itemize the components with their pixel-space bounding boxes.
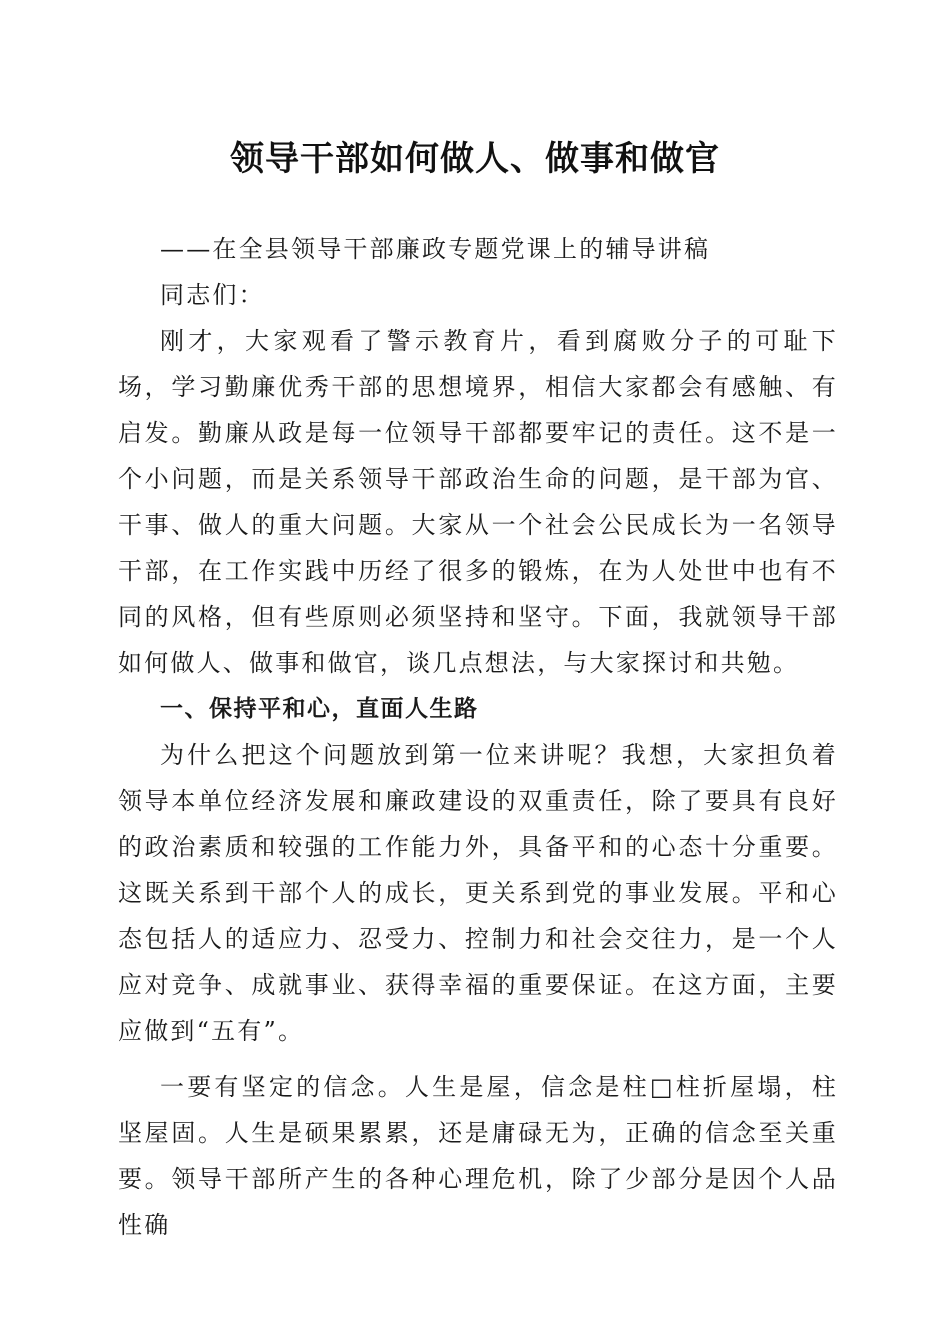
document-subtitle: ——在全县领导干部廉政专题党课上的辅导讲稿: [160, 235, 711, 263]
section-1-paragraph-1: 为什么把这个问题放到第一位来讲呢？我想，大家担负着领导本单位经济发展和廉政建设的双重责任，除了要具有良好的政治素质和较强的工作能力外，具备平和的心态十分重要。这既关系到干部个人的成长，更关系到党的事业发展。平和心态包括人的适应力、忍受力、控制力和社会交往力，是一个人应对竞争、成就事业、获得幸福的重要保证。在这方面，主要应做到“五有”。: [118, 741, 838, 1045]
intro-paragraph: 刚才，大家观看了警示教育片，看到腐败分子的可耻下场，学习勤廉优秀干部的思想境界，相信大家都会有感触、有启发。勤廉从政是每一位领导干部都要牢记的责任。这不是一个小问题，而是关系领导干部政治生命的问题，是干部为官、干事、做人的重大问题。大家从一个社会公民成长为一名领导干部，在工作实践中历经了很多的锻炼，在为人处世中也有不同的风格，但有些原则必须坚持和坚守。下面，我就领导干部如何做人、做事和做官，谈几点想法，与大家探讨和共勉。: [118, 327, 838, 677]
section-heading-1: 一、保持平和心，直面人生路: [160, 696, 479, 722]
document-body: [118, 226, 838, 1248]
greeting: 同志们：: [160, 281, 265, 309]
paragraph-gap: [118, 1054, 838, 1064]
document-title: 领导干部如何做人、做事和做官: [230, 139, 720, 179]
section-1-paragraph-2: 一要有坚定的信念。人生是屋，信念是柱□柱折屋塌，柱坚屋固。人生是硕果累累，还是庸碌无为，正确的信念至关重要。领导干部所产生的各种心理危机，除了少部分是因个人品性确: [118, 1073, 838, 1239]
